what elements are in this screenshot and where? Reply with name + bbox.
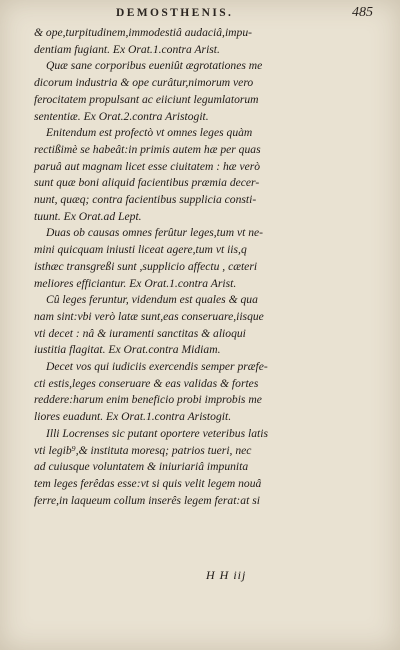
text-line: sunt quæ boni aliquid facientibus præmia decer- — [34, 176, 260, 190]
text-line: & ope,turpitudinem,immodestiâ audaciâ,impu- — [34, 26, 253, 39]
text-line: rectißimè se habeât:in primis autem hæ per quas — [34, 142, 261, 156]
text-line: tuunt. Ex Orat.ad Lept. — [34, 209, 142, 223]
text-line: mini quicquam iniusti liceat agere,tum vt iis,q — [34, 243, 247, 257]
text-line: reddere:harum enim beneficio probi improbis me — [34, 393, 262, 407]
text-line: cti estis,leges conseruare & eas validas & fortes — [34, 376, 259, 390]
text-line: tem leges ferêdas esse:vt si quis velit legem nouâ — [34, 476, 262, 490]
text-line: Quæ sane corporibus eueniût ægrotationes me — [46, 59, 263, 73]
text-line: Cû leges feruntur, videndum est quales & qua — [46, 293, 258, 307]
text-line: Illi Locrenses sic putant oportere veteribus latis — [46, 426, 268, 440]
text-line: sententiæ. Ex Orat.2.contra Aristogit. — [34, 109, 209, 123]
signature-mark-row — [0, 568, 400, 586]
text-line: ferocitatem propulsant ac eiiciunt legumlatorum — [34, 92, 259, 106]
page-number: 485 — [352, 5, 373, 20]
text-line: Duas ob causas omnes ferûtur leges,tum vt ne- — [46, 226, 264, 240]
text-line: liores euadunt. Ex Orat.1.contra Aristogit. — [34, 410, 232, 424]
running-head: DEMOSTHENIS. — [116, 7, 234, 19]
text-line: ferre,in laqueum collum inserês legem ferat:at si — [34, 493, 260, 507]
text-line: isthæc transgreßi sunt ,supplicio affectu , cæteri — [34, 259, 258, 273]
text-line: vti legib⁹,& instituta moresq; patrios tueri, nec — [34, 443, 252, 457]
text-line: ad cuiusque voluntatem & iniuriariâ impunita — [34, 460, 249, 474]
signature-mark: H H iij — [206, 568, 247, 582]
text-line: Enitendum est profectò vt omnes leges quàm — [46, 126, 253, 140]
text-line: paruâ aut magnam licet esse ciuitatem : hæ verò — [34, 159, 261, 173]
text-line: iustitia flagitat. Ex Orat.contra Midiam. — [34, 343, 221, 357]
text-line: Decet vos qui iudiciis exercendis semper præfe- — [46, 360, 268, 374]
page-header — [0, 5, 400, 25]
text-line: meliores efficiantur. Ex Orat.1.contra Arist. — [34, 276, 237, 290]
text-line: dicorum industria & ope curâtur,nimorum vero — [34, 76, 254, 90]
text-line: nunt, quæq; contra facientibus supplicia consti- — [34, 193, 257, 207]
text-block — [34, 25, 360, 509]
text-line: nam sint:vbi verò latæ sunt,eas conseruare,iisque — [34, 309, 264, 323]
text-line: dentiam fugiant. Ex Orat.1.contra Arist. — [34, 42, 220, 56]
text-line: vti decet : nâ & iuramenti sanctitas & alioqui — [34, 326, 246, 340]
